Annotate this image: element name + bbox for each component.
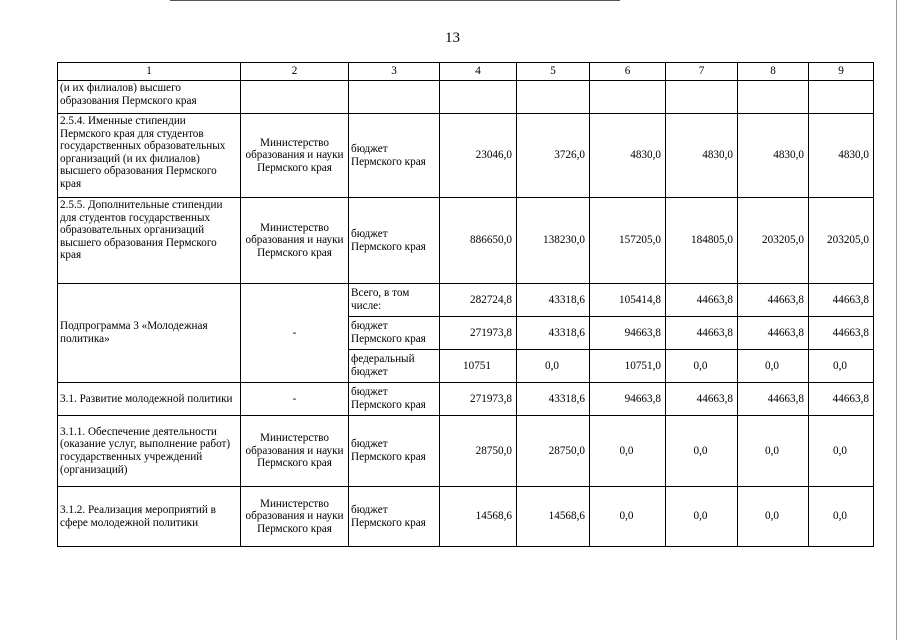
funding-source-cell: бюджет Пермского края — [349, 383, 440, 416]
value-cell: 3726,0 — [517, 114, 590, 198]
value-cell: 0,0 — [809, 350, 874, 383]
funding-source-cell: бюджет Пермского края — [349, 198, 440, 284]
value-cell: 28750,0 — [517, 416, 590, 487]
program-name-cell: 3.1.1. Обеспечение деятельности (оказание услуг, выполнение работ) государственных учреждений (организаций) — [58, 416, 241, 487]
value-cell: 203205,0 — [738, 198, 809, 284]
value-cell: 94663,8 — [590, 383, 666, 416]
executor-cell: - — [241, 383, 349, 416]
value-cell: 0,0 — [590, 487, 666, 547]
value-cell: 4830,0 — [590, 114, 666, 198]
value-cell: 0,0 — [809, 487, 874, 547]
header-cell: 1 — [58, 63, 241, 81]
value-cell: 10751,0 — [590, 350, 666, 383]
executor-cell: Министерство образования и науки Пермского края — [241, 114, 349, 198]
table-row — [58, 198, 874, 284]
value-cell: 43318,6 — [517, 383, 590, 416]
header-cell: 7 — [666, 63, 738, 81]
value-cell: 0,0 — [809, 416, 874, 487]
table-row — [58, 383, 874, 416]
table-row — [58, 81, 874, 114]
value-cell: 157205,0 — [590, 198, 666, 284]
header-cell: 2 — [241, 63, 349, 81]
value-cell — [590, 81, 666, 114]
program-name-cell: 3.1. Развитие молодежной политики — [58, 383, 241, 416]
value-cell: 886650,0 — [440, 198, 517, 284]
header-cell: 3 — [349, 63, 440, 81]
value-cell: 44663,8 — [666, 383, 738, 416]
table-row — [58, 416, 874, 487]
table-row — [58, 284, 874, 317]
value-cell: 44663,8 — [809, 383, 874, 416]
table-row — [58, 487, 874, 547]
value-cell: 44663,8 — [666, 317, 738, 350]
header-cell: 5 — [517, 63, 590, 81]
header-row — [58, 63, 874, 81]
value-cell: 184805,0 — [666, 198, 738, 284]
executor-cell — [241, 81, 349, 114]
value-cell: 44663,8 — [809, 317, 874, 350]
header-cell: 6 — [590, 63, 666, 81]
value-cell: 4830,0 — [809, 114, 874, 198]
funding-source-cell: федеральный бюджет — [349, 350, 440, 383]
program-name-cell: 2.5.5. Дополнительные стипендии для студентов государственных образовательных организаций высшего образования Пермского края — [58, 198, 241, 284]
value-cell: 43318,6 — [517, 317, 590, 350]
value-cell: 43318,6 — [517, 284, 590, 317]
value-cell: 0,0 — [738, 487, 809, 547]
header-cell: 9 — [809, 63, 874, 81]
value-cell: 44663,8 — [738, 383, 809, 416]
funding-source-cell — [349, 81, 440, 114]
page-number: 13 — [445, 30, 460, 46]
value-cell: 105414,8 — [590, 284, 666, 317]
value-cell — [809, 81, 874, 114]
header-cell: 4 — [440, 63, 517, 81]
value-cell: 23046,0 — [440, 114, 517, 198]
value-cell: 10751 — [440, 350, 517, 383]
executor-cell: Министерство образования и науки Пермского края — [241, 198, 349, 284]
value-cell — [666, 81, 738, 114]
program-name-cell: (и их филиалов) высшего образования Пермского края — [58, 81, 241, 114]
value-cell: 14568,6 — [517, 487, 590, 547]
value-cell: 0,0 — [666, 416, 738, 487]
executor-cell: Министерство образования и науки Пермского края — [241, 416, 349, 487]
value-cell: 44663,8 — [738, 317, 809, 350]
value-cell: 271973,8 — [440, 317, 517, 350]
budget-table — [57, 62, 874, 547]
value-cell: 0,0 — [666, 487, 738, 547]
funding-source-cell: бюджет Пермского края — [349, 114, 440, 198]
scan-edge-top — [170, 0, 620, 1]
funding-source-cell: бюджет Пермского края — [349, 416, 440, 487]
value-cell: 4830,0 — [738, 114, 809, 198]
value-cell: 94663,8 — [590, 317, 666, 350]
scan-edge-right — [896, 0, 897, 640]
value-cell: 44663,8 — [738, 284, 809, 317]
funding-source-cell: бюджет Пермского края — [349, 317, 440, 350]
value-cell — [440, 81, 517, 114]
funding-source-cell: бюджет Пермского края — [349, 487, 440, 547]
value-cell: 0,0 — [666, 350, 738, 383]
value-cell: 138230,0 — [517, 198, 590, 284]
value-cell: 44663,8 — [809, 284, 874, 317]
program-name-cell: Подпрограмма 3 «Молодежная политика» — [58, 284, 241, 383]
value-cell: 28750,0 — [440, 416, 517, 487]
funding-source-cell: Всего, в том числе: — [349, 284, 440, 317]
header-cell: 8 — [738, 63, 809, 81]
value-cell: 0,0 — [738, 416, 809, 487]
value-cell — [738, 81, 809, 114]
value-cell: 203205,0 — [809, 198, 874, 284]
table-row — [58, 114, 874, 198]
value-cell: 4830,0 — [666, 114, 738, 198]
value-cell: 0,0 — [517, 350, 590, 383]
program-name-cell: 2.5.4. Именные стипендии Пермского края для студентов государственных образовательных организаций (и их филиалов) высшего образования Пермского края — [58, 114, 241, 198]
value-cell: 0,0 — [590, 416, 666, 487]
value-cell: 271973,8 — [440, 383, 517, 416]
executor-cell: Министерство образования и науки Пермского края — [241, 487, 349, 547]
program-name-cell: 3.1.2. Реализация мероприятий в сфере молодежной политики — [58, 487, 241, 547]
value-cell: 44663,8 — [666, 284, 738, 317]
value-cell — [517, 81, 590, 114]
value-cell: 0,0 — [738, 350, 809, 383]
executor-cell: - — [241, 284, 349, 383]
value-cell: 14568,6 — [440, 487, 517, 547]
value-cell: 282724,8 — [440, 284, 517, 317]
